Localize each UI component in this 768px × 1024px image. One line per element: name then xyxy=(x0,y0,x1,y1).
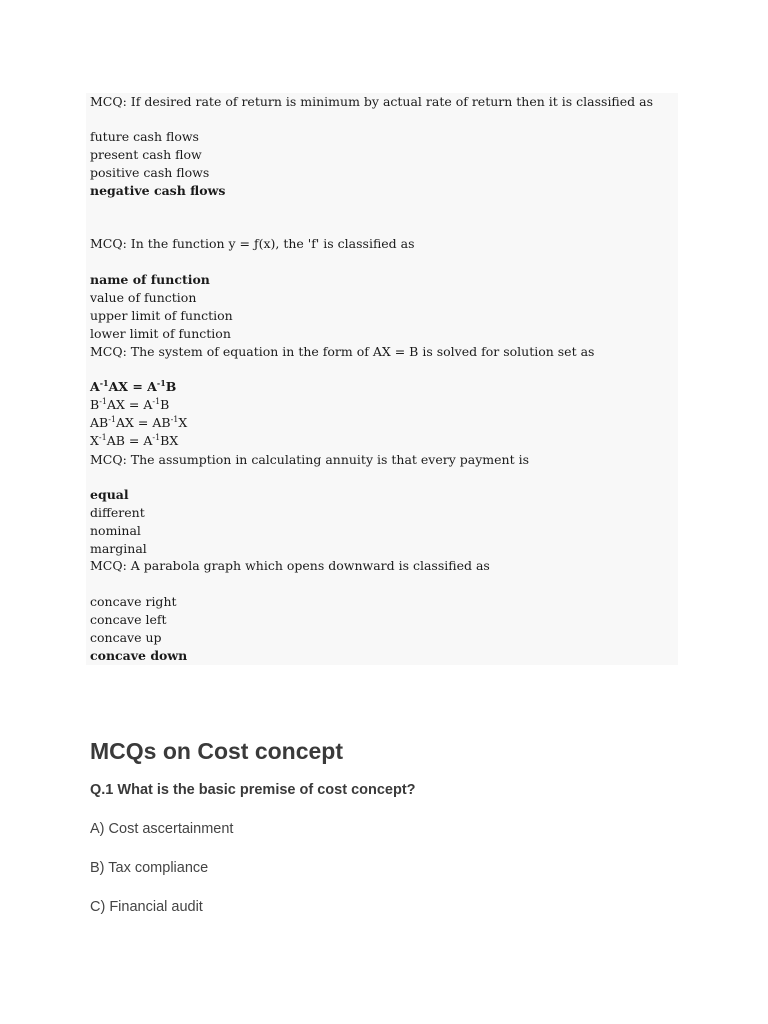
section-question: Q.1 What is the basic premise of cost concept? xyxy=(90,782,416,798)
mcq-2-option-a-correct: name of function xyxy=(90,272,210,287)
mcq-5-option-a: concave right xyxy=(90,594,177,609)
mcq-3-option-b: $B^{-1}AX = A^{-1}B$ xyxy=(90,396,170,412)
mcq-2-option-b: value of function xyxy=(90,290,197,305)
mcq-3-option-a-correct: $A^{-1}AX = A^{-1}B$ xyxy=(90,377,177,394)
mcq-4-option-a-correct: equal xyxy=(90,487,129,502)
mcq-1-option-a: future cash flows xyxy=(90,129,199,144)
mcq-4-question: MCQ: The assumption in calculating annuity is that every payment is xyxy=(90,452,529,467)
mcq-5-option-d-correct: concave down xyxy=(90,648,188,663)
mcq-1-option-c: positive cash flows xyxy=(90,165,210,180)
section-heading: MCQs on Cost concept xyxy=(90,738,344,764)
section-option-b: B) Tax compliance xyxy=(90,860,209,876)
mcq-3-option-d: $X^{-1}AB = A^{-1}BX$ xyxy=(90,432,179,448)
mcq-1-question: MCQ: If desired rate of return is minimum by actual rate of return then it is classified as xyxy=(90,94,654,109)
mcq-5-option-c: concave up xyxy=(90,630,162,645)
mcq-2-option-c: upper limit of function xyxy=(90,308,233,323)
mcq-1-option-d-correct: negative cash flows xyxy=(90,183,226,198)
mcq-1-option-b: present cash flow xyxy=(90,147,202,162)
section-option-c: C) Financial audit xyxy=(90,899,203,915)
mcq-5-question: MCQ: A parabola graph which opens downward is classified as xyxy=(90,558,490,573)
mcq-4-option-d: marginal xyxy=(90,541,147,556)
mcq-4-option-c: nominal xyxy=(90,523,141,538)
mcq-3-option-c: $AB^{-1}AX = AB^{-1}X$ xyxy=(90,414,188,430)
mcq-5-option-b: concave left xyxy=(90,612,167,627)
mcq-2-question: MCQ: In the function y = ƒ(x), the 'f' is classified as xyxy=(90,236,415,251)
mcq-3-question: MCQ: The system of equation in the form of AX = B is solved for solution set as xyxy=(90,344,595,359)
section-option-a: A) Cost ascertainment xyxy=(90,821,234,837)
mcq-2-option-d: lower limit of function xyxy=(90,326,231,341)
mcq-4-option-b: different xyxy=(90,505,145,520)
